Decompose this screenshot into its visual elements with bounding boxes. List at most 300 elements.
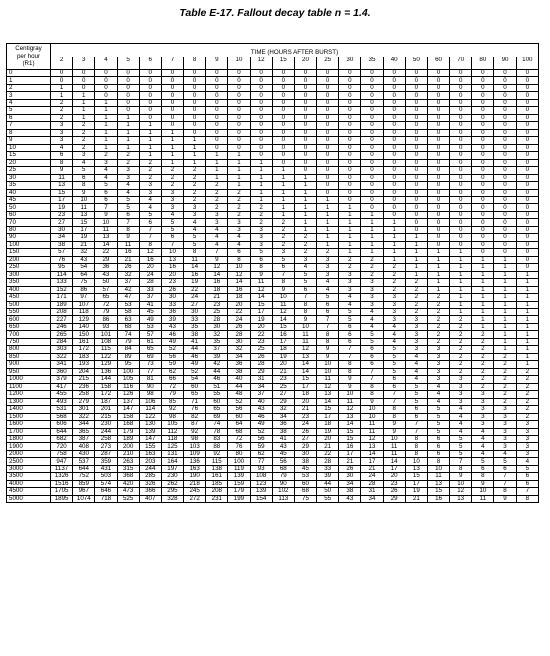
value-cell: 0	[427, 204, 449, 211]
value-cell: 5	[405, 383, 427, 390]
value-cell: 2	[516, 376, 538, 383]
rate-cell: 80	[7, 226, 51, 233]
value-cell: 1	[272, 196, 294, 203]
table-row	[7, 256, 539, 263]
value-cell: 46	[250, 413, 272, 420]
value-cell: 2	[405, 301, 427, 308]
value-cell: 1	[250, 189, 272, 196]
value-cell: 0	[184, 77, 206, 84]
value-cell: 8	[516, 495, 538, 502]
value-cell: 5	[361, 331, 383, 338]
value-cell: 24	[361, 473, 383, 480]
value-cell: 0	[472, 167, 494, 174]
value-cell: 3	[472, 413, 494, 420]
table-row	[7, 114, 539, 121]
value-cell: 199	[228, 495, 250, 502]
rate-cell: 15	[7, 152, 51, 159]
value-cell: 1	[117, 122, 139, 129]
value-cell: 0	[383, 144, 405, 151]
value-cell: 20	[317, 435, 339, 442]
table-row	[7, 383, 539, 390]
value-cell: 2	[139, 167, 161, 174]
value-cell: 7	[450, 458, 472, 465]
value-cell: 231	[206, 495, 228, 502]
value-cell: 1	[516, 338, 538, 345]
value-cell: 0	[272, 137, 294, 144]
value-cell: 1	[206, 174, 228, 181]
value-cell: 2	[228, 189, 250, 196]
value-cell: 68	[294, 488, 316, 495]
value-cell: 2	[250, 204, 272, 211]
hour-header-cell: 8	[184, 57, 206, 70]
value-cell: 28	[206, 316, 228, 323]
value-cell: 114	[139, 406, 161, 413]
value-cell: 7	[139, 226, 161, 233]
value-cell: 0	[450, 219, 472, 226]
value-cell: 2	[361, 256, 383, 263]
value-cell: 22	[250, 331, 272, 338]
value-cell: 5	[405, 391, 427, 398]
value-cell: 4	[450, 421, 472, 428]
value-cell: 2	[427, 294, 449, 301]
value-cell: 28	[250, 361, 272, 368]
value-cell: 0	[206, 70, 228, 77]
value-cell: 101	[95, 331, 117, 338]
value-cell: 46	[184, 353, 206, 360]
value-cell: 155	[139, 443, 161, 450]
value-cell: 79	[272, 473, 294, 480]
value-cell: 0	[427, 144, 449, 151]
value-cell: 1705	[51, 488, 73, 495]
table-row	[7, 204, 539, 211]
value-cell: 95	[51, 264, 73, 271]
value-cell: 12	[317, 383, 339, 390]
value-cell: 1	[494, 271, 516, 278]
value-cell: 43	[73, 256, 95, 263]
value-cell: 25	[272, 383, 294, 390]
value-cell: 6	[427, 435, 449, 442]
table-row	[7, 443, 539, 450]
value-cell: 3	[450, 391, 472, 398]
value-cell: 11	[294, 331, 316, 338]
value-cell: 5	[117, 204, 139, 211]
value-cell: 7	[494, 473, 516, 480]
value-cell: 26	[228, 323, 250, 330]
value-cell: 0	[161, 92, 183, 99]
value-cell: 2	[206, 182, 228, 189]
value-cell: 9	[317, 353, 339, 360]
value-cell: 3	[516, 443, 538, 450]
value-cell: 2	[272, 234, 294, 241]
value-cell: 1516	[51, 480, 73, 487]
value-cell: 0	[139, 70, 161, 77]
value-cell: 20	[161, 271, 183, 278]
value-cell: 1	[317, 211, 339, 218]
value-cell: 0	[494, 189, 516, 196]
value-cell: 0	[450, 107, 472, 114]
value-cell: 0	[516, 129, 538, 136]
value-cell: 9	[294, 316, 316, 323]
value-cell: 89	[117, 353, 139, 360]
value-cell: 2	[405, 279, 427, 286]
rate-cell: 550	[7, 309, 51, 316]
value-cell: 0	[516, 99, 538, 106]
value-cell: 0	[516, 219, 538, 226]
rate-cell: 3500	[7, 473, 51, 480]
rate-cell: 500	[7, 301, 51, 308]
value-cell: 0	[206, 77, 228, 84]
value-cell: 2	[427, 338, 449, 345]
value-cell: 38	[51, 241, 73, 248]
value-cell: 0	[95, 77, 117, 84]
value-cell: 114	[51, 271, 73, 278]
value-cell: 1	[450, 249, 472, 256]
value-cell: 7	[405, 421, 427, 428]
value-cell: 947	[51, 458, 73, 465]
value-cell: 10	[228, 264, 250, 271]
table-row	[7, 465, 539, 472]
value-cell: 32	[117, 271, 139, 278]
value-cell: 0	[427, 122, 449, 129]
value-cell: 13	[339, 413, 361, 420]
value-cell: 13	[317, 391, 339, 398]
value-cell: 301	[73, 406, 95, 413]
value-cell: 285	[139, 473, 161, 480]
value-cell: 0	[472, 114, 494, 121]
table-row	[7, 264, 539, 271]
value-cell: 159	[228, 480, 250, 487]
hour-header-cell: 30	[339, 57, 361, 70]
value-cell: 0	[184, 129, 206, 136]
value-cell: 1	[472, 286, 494, 293]
value-cell: 0	[405, 144, 427, 151]
rate-cell: 35	[7, 182, 51, 189]
value-cell: 11	[117, 241, 139, 248]
value-cell: 54	[184, 376, 206, 383]
table-row	[7, 196, 539, 203]
value-cell: 366	[139, 488, 161, 495]
value-cell: 8	[184, 249, 206, 256]
rate-cell: 30	[7, 174, 51, 181]
value-cell: 1	[117, 144, 139, 151]
value-cell: 3	[361, 279, 383, 286]
value-cell: 0	[450, 129, 472, 136]
value-cell: 1	[516, 271, 538, 278]
value-cell: 19	[272, 353, 294, 360]
value-cell: 16	[139, 256, 161, 263]
value-cell: 30	[184, 309, 206, 316]
value-cell: 36	[95, 264, 117, 271]
value-cell: 2	[294, 249, 316, 256]
table-caption: Table E-17. Fallout decay table n = 1.4.	[179, 7, 371, 19]
value-cell: 0	[450, 99, 472, 106]
value-cell: 0	[427, 129, 449, 136]
value-cell: 11	[383, 450, 405, 457]
value-cell: 3	[51, 137, 73, 144]
value-cell: 3	[383, 316, 405, 323]
value-cell: 72	[95, 301, 117, 308]
value-cell: 12	[339, 406, 361, 413]
value-cell: 36	[272, 421, 294, 428]
rate-cell: 25	[7, 167, 51, 174]
value-cell: 3	[361, 294, 383, 301]
value-cell: 0	[427, 219, 449, 226]
hour-header-cell: 35	[361, 57, 383, 70]
value-cell: 0	[272, 129, 294, 136]
value-cell: 8	[139, 241, 161, 248]
value-cell: 0	[383, 211, 405, 218]
value-cell: 0	[427, 70, 449, 77]
value-cell: 13	[161, 256, 183, 263]
value-cell: 0	[361, 144, 383, 151]
value-cell: 22	[228, 309, 250, 316]
value-cell: 493	[51, 398, 73, 405]
value-cell: 0	[472, 211, 494, 218]
value-cell: 0	[139, 99, 161, 106]
value-cell: 5	[184, 241, 206, 248]
value-cell: 20	[250, 323, 272, 330]
value-cell: 24	[294, 421, 316, 428]
rate-cell: 1700	[7, 428, 51, 435]
value-cell: 2	[427, 301, 449, 308]
value-cell: 0	[383, 122, 405, 129]
value-cell: 0	[361, 84, 383, 91]
value-cell: 55	[206, 391, 228, 398]
value-cell: 10	[361, 406, 383, 413]
value-cell: 0	[516, 107, 538, 114]
value-cell: 11	[73, 204, 95, 211]
table-row	[7, 152, 539, 159]
value-cell: 2	[450, 316, 472, 323]
value-cell: 5	[339, 316, 361, 323]
value-cell: 5	[427, 428, 449, 435]
value-cell: 3	[361, 286, 383, 293]
value-cell: 12	[294, 346, 316, 353]
value-cell: 0	[516, 77, 538, 84]
value-cell: 1	[516, 316, 538, 323]
value-cell: 5	[73, 167, 95, 174]
table-row	[7, 167, 539, 174]
value-cell: 201	[95, 406, 117, 413]
value-cell: 3	[317, 264, 339, 271]
value-cell: 5	[405, 398, 427, 405]
value-cell: 1	[161, 159, 183, 166]
value-cell: 13	[361, 443, 383, 450]
value-cell: 1	[206, 152, 228, 159]
value-cell: 2	[405, 286, 427, 293]
value-cell: 417	[51, 383, 73, 390]
value-cell: 43	[161, 323, 183, 330]
value-cell: 0	[472, 241, 494, 248]
value-cell: 11	[184, 256, 206, 263]
value-cell: 0	[427, 84, 449, 91]
value-cell: 126	[117, 391, 139, 398]
table-row	[7, 144, 539, 151]
value-cell: 125	[161, 443, 183, 450]
value-cell: 10	[317, 368, 339, 375]
value-cell: 27	[51, 219, 73, 226]
value-cell: 4	[516, 458, 538, 465]
table-body	[7, 70, 539, 503]
value-cell: 2	[405, 294, 427, 301]
value-cell: 26	[250, 353, 272, 360]
value-cell: 0	[317, 159, 339, 166]
value-cell: 2	[472, 331, 494, 338]
value-cell: 646	[95, 488, 117, 495]
value-cell: 0	[450, 189, 472, 196]
value-cell: 0	[361, 114, 383, 121]
value-cell: 0	[139, 107, 161, 114]
rate-header-line-3: (R1)	[22, 60, 35, 68]
value-cell: 5	[383, 353, 405, 360]
value-cell: 4	[206, 234, 228, 241]
value-cell: 1	[139, 144, 161, 151]
value-cell: 0	[250, 99, 272, 106]
value-cell: 98	[184, 435, 206, 442]
value-cell: 11	[361, 421, 383, 428]
value-cell: 1	[161, 137, 183, 144]
value-cell: 0	[294, 107, 316, 114]
value-cell: 2	[206, 196, 228, 203]
value-cell: 1	[317, 234, 339, 241]
value-cell: 113	[272, 495, 294, 502]
value-cell: 0	[494, 114, 516, 121]
value-cell: 2	[450, 331, 472, 338]
value-cell: 8	[405, 435, 427, 442]
value-cell: 11	[317, 376, 339, 383]
value-cell: 0	[272, 99, 294, 106]
value-cell: 5	[117, 196, 139, 203]
value-cell: 34	[51, 234, 73, 241]
value-cell: 6	[73, 174, 95, 181]
table-row	[7, 286, 539, 293]
value-cell: 0	[494, 219, 516, 226]
value-cell: 4	[51, 144, 73, 151]
value-cell: 0	[516, 70, 538, 77]
value-cell: 16	[117, 249, 139, 256]
value-cell: 0	[250, 92, 272, 99]
value-cell: 20	[139, 264, 161, 271]
value-cell: 4	[361, 309, 383, 316]
value-cell: 14	[272, 316, 294, 323]
value-cell: 7	[317, 323, 339, 330]
value-cell: 0	[494, 70, 516, 77]
value-cell: 1	[73, 92, 95, 99]
value-cell: 3	[139, 189, 161, 196]
value-cell: 5	[494, 458, 516, 465]
value-cell: 0	[250, 152, 272, 159]
value-cell: 1	[494, 323, 516, 330]
value-cell: 163	[184, 465, 206, 472]
rate-cell: 8	[7, 129, 51, 136]
value-cell: 14	[339, 421, 361, 428]
value-cell: 3	[405, 338, 427, 345]
hour-header-cell: 100	[516, 57, 538, 70]
value-cell: 0	[494, 99, 516, 106]
value-cell: 23	[206, 301, 228, 308]
value-cell: 10	[95, 219, 117, 226]
value-cell: 3	[361, 301, 383, 308]
value-cell: 168	[117, 421, 139, 428]
value-cell: 7	[161, 241, 183, 248]
value-cell: 644	[51, 428, 73, 435]
value-cell: 2	[161, 174, 183, 181]
value-cell: 0	[339, 196, 361, 203]
value-cell: 1	[361, 211, 383, 218]
value-cell: 14	[206, 271, 228, 278]
value-cell: 6	[339, 331, 361, 338]
value-cell: 4	[383, 338, 405, 345]
value-cell: 1	[383, 234, 405, 241]
value-cell: 0	[361, 204, 383, 211]
value-cell: 0	[206, 84, 228, 91]
value-cell: 92	[184, 428, 206, 435]
value-cell: 1	[472, 301, 494, 308]
value-cell: 0	[294, 144, 316, 151]
value-cell: 1	[294, 204, 316, 211]
table-row	[7, 70, 539, 77]
value-cell: 3	[472, 421, 494, 428]
table-row	[7, 174, 539, 181]
value-cell: 0	[272, 152, 294, 159]
value-cell: 2	[272, 226, 294, 233]
value-cell: 1	[250, 174, 272, 181]
hour-header-cell: 5	[117, 57, 139, 70]
value-cell: 3	[184, 204, 206, 211]
value-cell: 6	[294, 286, 316, 293]
value-cell: 2	[472, 338, 494, 345]
value-cell: 0	[139, 92, 161, 99]
value-cell: 420	[117, 480, 139, 487]
value-cell: 15	[51, 189, 73, 196]
value-cell: 2	[95, 152, 117, 159]
value-cell: 0	[317, 167, 339, 174]
value-cell: 4	[472, 435, 494, 442]
value-cell: 1	[51, 84, 73, 91]
rate-cell: 300	[7, 271, 51, 278]
value-cell: 1	[161, 152, 183, 159]
value-cell: 0	[184, 122, 206, 129]
value-cell: 326	[139, 480, 161, 487]
value-cell: 98	[161, 413, 183, 420]
rate-cell: 1400	[7, 406, 51, 413]
value-cell: 75	[294, 495, 316, 502]
value-cell: 2	[317, 249, 339, 256]
value-cell: 1	[272, 204, 294, 211]
rate-header-line-1: Centigray	[15, 45, 42, 53]
value-cell: 30	[206, 323, 228, 330]
value-cell: 0	[361, 122, 383, 129]
value-cell: 0	[361, 107, 383, 114]
value-cell: 15	[294, 376, 316, 383]
table-row	[7, 241, 539, 248]
value-cell: 17	[361, 458, 383, 465]
value-cell: 387	[73, 435, 95, 442]
value-cell: 119	[228, 465, 250, 472]
value-cell: 52	[250, 428, 272, 435]
value-cell: 6	[405, 413, 427, 420]
value-cell: 1	[317, 219, 339, 226]
value-cell: 2	[228, 196, 250, 203]
value-cell: 3	[161, 204, 183, 211]
value-cell: 0	[427, 234, 449, 241]
value-cell: 16	[206, 279, 228, 286]
value-cell: 8	[427, 458, 449, 465]
value-cell: 1074	[73, 495, 95, 502]
value-cell: 5	[427, 406, 449, 413]
value-cell: 2	[516, 383, 538, 390]
value-cell: 2	[516, 413, 538, 420]
